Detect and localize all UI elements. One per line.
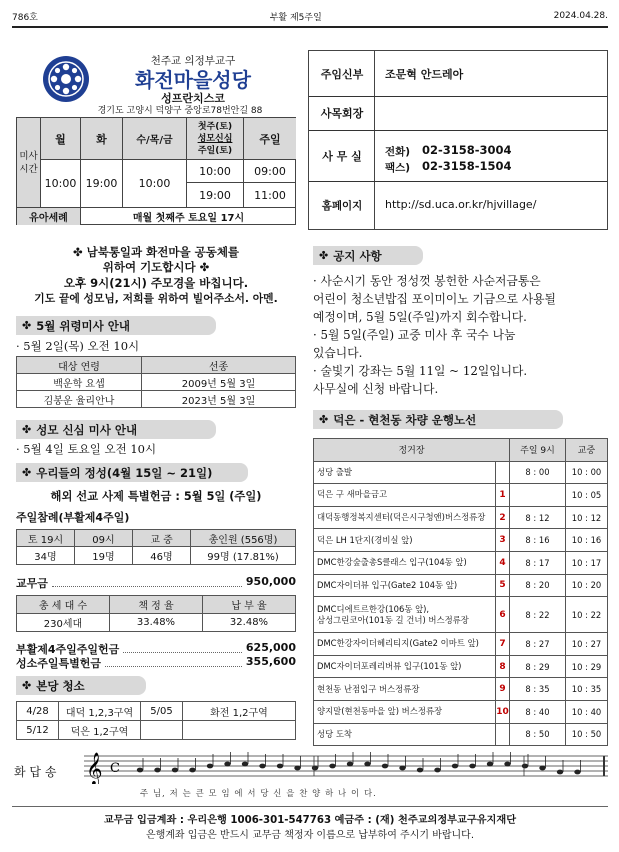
cleaning-area-2: 화전 1,2구역 [183,702,296,721]
bus-time-main: 10 : 35 [566,678,608,701]
memorial-date-1: 2009년 5월 3일 [142,374,296,391]
cleaning-date-3: 5/12 [17,721,59,740]
memorial-date-2: 2023년 5월 3일 [142,391,296,408]
bus-stop-name: 성당 출발 [314,461,496,484]
bus-row [314,655,608,678]
bus-time-9am: 8 : 27 [510,633,566,656]
bus-time-main: 10 : 22 [566,597,608,633]
mass-sat-time-2: 19:00 [187,183,244,207]
bus-stop-number: 4 [496,551,510,574]
bus-stop-number: 7 [496,633,510,656]
bus-time-main: 10 : 16 [566,529,608,552]
pastor-label: 주임신부 [320,67,364,81]
notice-line-1: · 사순시기 동안 정성껏 봉헌한 사순저금통은 [313,274,541,288]
homepage-link[interactable]: http://sd.uca.or.kr/hjvillage/ [385,198,537,211]
treble-clef-icon: 𝄞 [86,752,103,784]
bus-stop-number [496,723,510,746]
svg-text:C: C [110,761,120,776]
footer-account: 교무금 입금계좌 : 우리은행 1006-301-547763 예금주 : (재) 천주교의정부교구유지재단 [103,815,517,826]
notice-line-2: 어린이 청소년밥집 포이미이노 기금으로 사용될 [313,292,556,306]
mass-sat-time-1: 10:00 [187,160,244,183]
footer-note: 은행계좌 입금은 반드시 교무금 책정자 이름으로 납부하여 주시기 바랍니다. [145,830,475,841]
cleaning-date-1: 4/28 [17,702,59,721]
bus-time-9am: 8 : 12 [510,506,566,529]
bus-row [314,678,608,701]
music-note [154,768,160,773]
marian-mass-date: · 5월 4일 토요일 오전 10시 [16,442,157,456]
hymn-staff [84,750,608,784]
bus-stop-number: 9 [496,678,510,701]
bus-stop-number: 2 [496,506,510,529]
bus-stop-name: DMC디에트르한강(106동 앞), 삼성그린코아(101동 길 건너) 버스정류장 [314,597,496,633]
homepage-label: 홈페이지 [321,199,363,212]
bus-stop-name: 덕은 구 새마을금고 [314,484,496,507]
bus-head-main: 교중 [566,439,608,462]
music-note [364,762,370,767]
sunday-offering-label: 부활제4주일주일헌금 [16,643,120,656]
memorial-table [16,356,296,408]
bus-stop-number: 1 [496,484,510,507]
col-sun: 주일 [244,118,296,160]
music-note [382,764,388,769]
bus-row [314,633,608,656]
kyomu-label: 교무금 [16,577,48,590]
bus-time-9am: 8 : 50 [510,723,566,746]
top-bar [12,8,608,24]
notice-line-4: · 5월 5일(주일) 교중 미사 후 국수 나눔 [313,328,516,342]
prayer-line-1: ✤ 남북통일과 화전마을 공동체를 [72,245,240,259]
staff-box [308,50,608,230]
hh-head-paid: 납 부 율 [203,596,296,614]
cleaning-area-4 [183,721,296,740]
cleaning-table [16,701,296,740]
music-note [574,770,580,775]
bus-stop-number: 10 [496,700,510,723]
prayer-line-4: 기도 끝에 성모님, 저희를 위하여 빌어주소서. 아멘. [34,292,278,305]
bus-stop-name: DMC자이더포레리버뷰 입구(101동 앞) [314,655,496,678]
music-note [242,762,248,767]
vocation-offering-row [16,655,296,671]
bus-time-main: 10 : 27 [566,633,608,656]
phone-label: 전화) [385,146,411,158]
mass-wed-time: 10:00 [123,160,187,207]
parish-emblem-icon [42,55,90,103]
bus-row [314,574,608,597]
hh-rate: 33.48% [110,614,203,632]
bus-stop-name: 양지말(현천동마을 앞) 버스정류장 [314,700,496,723]
music-note [259,764,265,769]
cleaning-header: ✤ 본당 청소 [16,676,146,695]
mass-label: 미사 시간 [17,118,41,207]
notice-header: ✤ 공지 사항 [313,246,423,265]
diocese-name: 천주교 의정부교구 [150,55,236,67]
infant-baptism-value: 매월 첫째주 토요일 17시 [81,207,296,225]
notice-line-6: · 술빛기 강좌는 5월 11일 ~ 12일입니다. [313,364,528,378]
music-note [329,764,335,769]
cleaning-area-3: 덕은 1,2구역 [59,721,141,740]
attend-total: 99명 (17.81%) [191,547,296,565]
bus-stop-number: 3 [496,529,510,552]
bus-time-9am: 8 : 40 [510,700,566,723]
bus-row [314,723,608,746]
cross-flower-icon: ✤ [22,319,32,332]
hh-head-rate: 책 정 율 [110,596,203,614]
bus-time-9am: 8 : 22 [510,597,566,633]
music-note [522,764,528,769]
sunday-offering-value: 625,000 [245,641,296,654]
col-sat: 첫주(토) 성모신심 주일(토) [187,118,244,160]
attend-head-main: 교 중 [133,530,191,547]
issue-number: 786호 [12,12,38,23]
cross-flower-icon: ✤ [22,423,32,436]
marian-mass-header: ✤ 성모 신심 미사 안내 [16,420,216,439]
cross-flower-icon: ✤ [319,249,329,262]
notice-line-5: 있습니다. [313,346,363,360]
bus-row [314,597,608,633]
prayer-line-3: 오후 9시(21시) 주모경을 바칩니다. [63,276,249,290]
mass-time-table [16,117,296,225]
hymn-lyrics: 주 님, 저 는 큰 모 임 에 서 당 신 을 찬 양 하 나 이 다. [140,788,377,798]
bus-time-9am: 8 : 20 [510,574,566,597]
cross-flower-icon: ✤ [22,679,32,692]
music-note [399,766,405,771]
attendance-table [16,529,296,565]
bus-stop-name: DMC한강자이더헤리티지(Gate2 이마트 앞) [314,633,496,656]
music-note [347,762,353,767]
attend-head-sat: 토 19시 [17,530,75,547]
bus-stop-name: DMC한강숲출총S클래스 입구(104동 앞) [314,551,496,574]
parish-name: 화전마을성당 [135,68,251,92]
bus-row [314,700,608,723]
pastor-name: 조문혁 안드레아 [385,68,464,81]
memorial-mass-date: · 5월 2일(목) 오전 10시 [16,339,140,353]
liturgical-section: 부활 제5주일 [269,12,322,23]
memorial-col-date: 선종 [142,357,296,374]
mass-tue-time: 19:00 [81,160,123,207]
music-note [557,770,563,775]
kyomu-row [16,575,296,591]
music-note [312,766,318,771]
music-note [504,762,510,767]
bus-time-9am: 8 : 17 [510,551,566,574]
notice-line-3: 예정이며, 5월 5일(주일)까지 회수합니다. [313,310,527,324]
bus-stop-name: 덕은 LH 1단지(경비실 앞) [314,529,496,552]
bus-time-9am [510,484,566,507]
mass-sun-time-1: 09:00 [244,160,296,183]
bus-time-main: 10 : 20 [566,574,608,597]
fax-number: 02-3158-1504 [422,159,512,173]
music-note [469,764,475,769]
music-note [277,764,283,769]
council-chair-label: 사목회장 [320,107,364,120]
cross-flower-icon: ✤ [319,413,329,426]
bus-stop-number [496,461,510,484]
bus-time-main: 10 : 50 [566,723,608,746]
special-collection-notice: 해외 선교 사제 특별헌금 : 5월 5일 (주일) [50,490,262,503]
bus-stop-number: 5 [496,574,510,597]
music-note [172,768,178,773]
music-note [434,768,440,773]
bus-row [314,551,608,574]
bus-stop-name: 성당 도착 [314,723,496,746]
music-note [417,768,423,773]
cleaning-area-1: 대덕 1,2,3구역 [59,702,141,721]
cleaning-date-4 [141,721,183,740]
music-note [137,768,143,773]
mass-mon-time: 10:00 [41,160,81,207]
bus-time-9am: 8 : 16 [510,529,566,552]
music-note [224,762,230,767]
infant-baptism-label: 유아세례 [17,207,81,225]
bus-stop-number: 6 [496,597,510,633]
attend-sat: 34명 [17,547,75,565]
cross-flower-icon: ✤ [22,466,32,479]
cleaning-date-2: 5/05 [141,702,183,721]
vocation-offering-label: 성소주일특별헌금 [16,657,102,670]
bus-head-9am: 주일 9시 [510,439,566,462]
hh-count: 230세대 [17,614,110,632]
music-note [294,766,300,771]
col-tue: 화 [81,118,123,160]
household-table [16,595,296,632]
fax-label: 팩스) [385,162,411,174]
vocation-offering-value: 355,600 [245,655,296,668]
bus-time-9am: 8 : 29 [510,655,566,678]
bus-time-main: 10 : 00 [566,461,608,484]
attend-main: 46명 [133,547,191,565]
bus-stop-name: 현천동 난점입구 버스정류장 [314,678,496,701]
kyomu-value: 950,000 [245,575,296,588]
bus-time-main: 10 : 17 [566,551,608,574]
notice-line-7: 사무실에 신청 바랍니다. [313,382,439,396]
issue-date: 2024.04.28. [553,11,608,21]
bus-stop-name: DMC자이더뷰 입구(Gate2 104동 앞) [314,574,496,597]
bus-row [314,461,608,484]
music-note [452,764,458,769]
music-note [207,764,213,769]
bus-head-stop: 정거장 [314,439,510,462]
attend-head-9: 09시 [75,530,133,547]
hymn-label: 화 답 송 [14,765,57,779]
bus-time-main: 10 : 29 [566,655,608,678]
bus-time-main: 10 : 05 [566,484,608,507]
hh-head-count: 총 세 대 수 [17,596,110,614]
memorial-col-name: 대상 연령 [17,357,142,374]
bus-time-main: 10 : 40 [566,700,608,723]
memorial-name-2: 김봉운 율리안나 [17,391,142,408]
col-mon: 월 [41,118,81,160]
bus-stop-name: 대덕동행정복지센터(덕은시구청앤)버스정류장 [314,506,496,529]
parish-patron: 성프란치스코 [161,92,225,105]
memorial-name-1: 백운학 요셉 [17,374,142,391]
bus-time-9am: 8 : 00 [510,461,566,484]
bus-time-9am: 8 : 35 [510,678,566,701]
prayer-line-2: 위하여 기도합시다 ✤ [102,260,210,274]
phone-number[interactable]: 02-3158-3004 [422,143,512,157]
hh-paid: 32.48% [203,614,296,632]
bus-stop-number: 8 [496,655,510,678]
attend-9: 19명 [75,547,133,565]
col-wed: 수/목/금 [123,118,187,160]
bus-time-main: 10 : 12 [566,506,608,529]
mass-sun-time-2: 11:00 [254,188,286,202]
bus-row [314,506,608,529]
music-note [539,766,545,771]
office-label: 사 무 실 [322,149,362,163]
bus-route-header: ✤ 덕은 - 현천동 차량 운행노선 [313,410,563,429]
music-note [487,762,493,767]
bus-row [314,484,608,507]
music-note [189,768,195,773]
bus-route-table [313,438,608,746]
bus-row [314,529,608,552]
memorial-mass-header: ✤ 5월 위령미사 안내 [16,316,216,335]
parish-address: 경기도 고양시 덕양구 중앙로78번안길 88 [97,106,263,116]
offering-header: ✤ 우리들의 정성(4월 15일 ~ 21일) [16,463,248,482]
attend-head-total: 총인원 (556명) [191,530,296,547]
attendance-title: 주일참례(부활제4주일) [16,511,130,524]
